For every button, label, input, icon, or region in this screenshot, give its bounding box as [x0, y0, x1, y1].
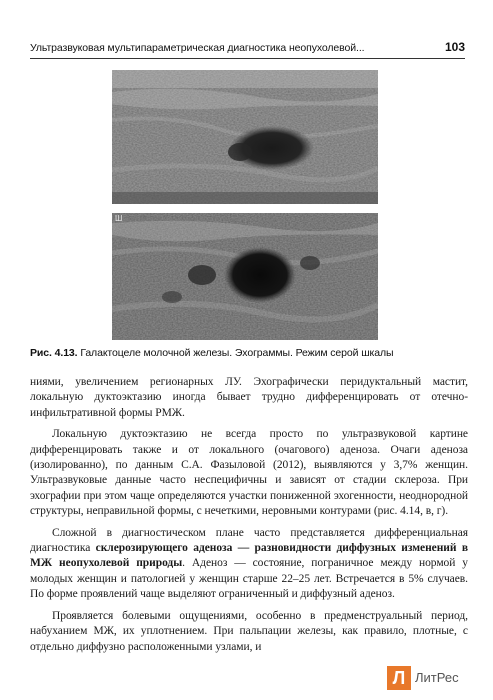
paragraph-4 — [30, 609, 468, 655]
litres-logo[interactable] — [387, 666, 479, 692]
figure-caption — [30, 347, 470, 359]
paragraph-3-text-b: . Аденоз — состояние, пограничное между нормой у молодых женщин и патологией у женщин старше 22–25 лет. Встречается в 5% случаев. По форме проявлений чаще выделяют ограниченный и диффузный аденоз. — [30, 557, 468, 601]
body-text — [30, 375, 468, 661]
running-title: Ультразвуковая мультипараметрическая диагностика неопухолевой... — [30, 42, 365, 54]
page-number: 103 — [444, 40, 465, 54]
paragraph-1 — [30, 375, 468, 421]
paragraph-4-text: Проявляется болевыми ощущениями, особенно в предменструальный период, набуханием МЖ, их уплотнением. При пальпации железы, как правило, плотные, с отдельно диффузно расположенными узлами, и — [30, 609, 468, 653]
ultrasound-top-graphic — [112, 70, 378, 204]
caption-text: Галактоцеле молочной железы. Эхограммы. Режим серой шкалы — [77, 347, 394, 359]
running-header — [30, 38, 465, 59]
caption-label: Рис. 4.13. — [30, 347, 78, 359]
ultrasound-image-top — [112, 70, 378, 204]
paragraph-3-text-a: Сложной в диагностическом плане часто представляется дифференциальная диагностика — [30, 526, 468, 555]
paragraph-2-text: Локальную дуктоэктазию не всегда просто по ультразвуковой картине дифференцировать также и от локального (очагового) аденоза. Очаги аденоза (изолированно), по данным С.А. Фазыловой (2012), выявляются у 3,7% женщин. Ультразвуковые данные часто неспецифичны и зависят от стадии склероза. При эхографии при этом чаще определяются участки пониженной эхогенности, неоднородной структуры, неправильной формы, с нечеткими, неровными контурами (рис. 4.14, в, г). — [30, 428, 468, 518]
litres-logo-icon: Л — [387, 666, 411, 690]
paragraph-3 — [30, 526, 468, 603]
ultrasound-bottom-graphic — [112, 213, 378, 340]
litres-logo-word: ЛитРес — [415, 670, 459, 685]
paragraph-3-bold: склерозирующего аденоза — разновидности диффузных изменений в МЖ неопухолевой природы — [30, 542, 469, 570]
ultrasound-image-bottom — [112, 213, 378, 340]
paragraph-2 — [30, 427, 468, 519]
image-marker-bottom: Ш — [115, 214, 123, 223]
paragraph-1-text: ниями, увеличением регионарных ЛУ. Эхографически перидуктальный мастит, локальную дуктоэктазию иногда бывает трудно дифференцировать от отечно-инфильтративной формы РМЖ. — [30, 376, 468, 419]
